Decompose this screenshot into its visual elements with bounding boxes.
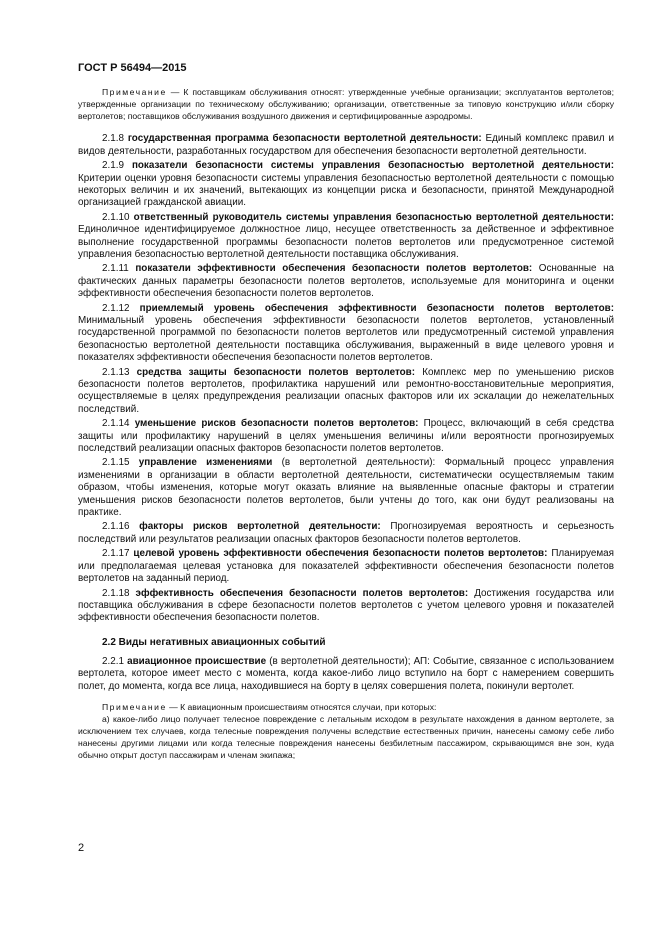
definition-2-1-16 xyxy=(78,521,614,546)
definition-text: Прогнозируемая вероятность и серьезность последствий или результатов реализации опасных факторов безопасности полетов вертолетов. xyxy=(78,521,615,545)
definition-term: показатели безопасности системы управления безопасностью вертолетной деятельности: xyxy=(131,160,614,172)
note-label: Примечание xyxy=(102,87,167,97)
definition-2-1-14 xyxy=(78,418,614,455)
definition-2-1-18 xyxy=(78,588,614,625)
definition-text: Критерии оценки уровня безопасности системы управления безопасностью вертолетной деятельности с помощью некоторых величин и их значений, вытекающих из концепции риска и безопасности, принятой Международной организацией гражданской авиации. xyxy=(78,172,614,209)
definition-2-1-10 xyxy=(78,212,614,262)
definition-2-1-13 xyxy=(78,367,614,417)
note-2 xyxy=(78,701,614,761)
definition-number: 2.1.16 xyxy=(102,521,130,533)
definition-2-1-17 xyxy=(78,548,614,585)
definition-text: Процесс, включающий в себя средства защиты или профилактику нарушений в целях уменьшения величины и/или вероятности прогнозируемых последствий реализации опасных факторов безопасности полетов вертолетов. xyxy=(78,418,614,455)
definition-number: 2.1.13 xyxy=(102,366,130,378)
definition-number: 2.1.18 xyxy=(102,587,130,599)
note-1 xyxy=(78,86,614,122)
definition-text: Минимальный уровень обеспечения эффективности безопасности полетов вертолетов, установленный государственной программой по безопасности полетов вертолетов или предусмотренный системой управления безопасностью вертолетной деятельности поставщика обслуживания, выраженный в виде целевого уровня и показателях эффективности обеспечения безопасности полетов вертолетов. xyxy=(78,314,614,364)
definition-term: уменьшение рисков безопасности полетов вертолетов: xyxy=(134,418,419,430)
definition-number: 2.1.8 xyxy=(102,133,124,145)
definition-number: 2.2.1 xyxy=(102,655,124,667)
definition-term: показатели эффективности обеспечения безопасности полетов вертолетов: xyxy=(135,263,533,275)
definition-2-1-15 xyxy=(78,457,614,519)
definition-term: государственная программа безопасности вертолетной деятельности: xyxy=(127,133,482,145)
definition-number: 2.1.10 xyxy=(102,211,130,223)
definition-number: 2.1.17 xyxy=(102,548,130,560)
definition-term: приемлемый уровень обеспечения эффективности безопасности полетов вертолетов: xyxy=(139,302,615,314)
definition-text: (в вертолетной деятельности); АП: Событие, связанное с использованием вертолета, которое имеет место с момента, когда какое-либо лицо вступило на борт с намерением совершить полет, до момента, когда все лица, находившиеся на борту в целях совершения полета, покинули вертолет. xyxy=(78,655,615,692)
definition-text: Основанные на фактических данных параметры безопасности полетов вертолетов, используемые для мониторинга и оценки эффективности обеспечения безопасности полетов вертолетов. xyxy=(78,263,615,300)
section-heading: 2.2 Виды негативных авиационных событий xyxy=(102,636,326,648)
definition-text: (в вертолетной деятельности): Формальный процесс управления изменениями в организации в области вертолетной деятельности, систематически осуществляемым таким образом, чтобы изменения, которые могут оказать влияние на выявленные опасные факторы и стратегии уменьшения рисков безопасности полетов вертолетов, были учтены до того, как они будут реализованы на практике. xyxy=(78,457,614,519)
note-label: Примечание xyxy=(102,701,167,712)
definitions-list xyxy=(78,133,614,624)
definition-term: управление изменениями xyxy=(138,457,273,469)
note-text: — К поставщикам обслуживания относят: утвержденные учебные организации; эксплуатантов вертолетов; утвержденные организации по техническому обслуживанию; организации, ответственные за типовую конструкцию и/или сборку вертолетов; поставщиков обслуживания воздушного движения и сертифицированные аэродромы. xyxy=(78,87,614,122)
definition-2-1-11 xyxy=(78,263,614,300)
definition-term: авиационное происшествие xyxy=(127,655,267,667)
definition-term: ответственный руководитель системы управления безопасностью вертолетной деятельности: xyxy=(133,211,614,223)
definition-2-1-8 xyxy=(78,133,614,158)
note-item-a: а) какое-либо лицо получает телесное повреждение с летальным исходом в результате нахождения в данном вертолете, за исключением тех случаев, когда телесные повреждения получены вследствие естественных причин, нанесены самому себе либо нанесены другими лицами или когда телесные повреждения нанесены безбилетным пассажиром, скрывающимся вне зон, куда обычно открыт доступ пассажирам и членам экипажа; xyxy=(78,714,614,761)
definition-text: Достижения государства или поставщика обслуживания в сфере безопасности полетов вертолетов с учетом целевого уровня и показателей эффективности обеспечения безопасности полетов. xyxy=(78,587,614,624)
definition-2-2-1 xyxy=(78,656,614,693)
definition-text: Планируемая или предполагаемая целевая установка для показателей эффективности обеспечения безопасности полетов вертолетов на заданный период. xyxy=(78,548,614,585)
page-number: 2 xyxy=(78,842,85,854)
document-header: ГОСТ Р 56494—2015 xyxy=(78,62,187,74)
definition-2-1-12 xyxy=(78,303,614,365)
definition-term: факторы рисков вертолетной деятельности: xyxy=(139,521,381,533)
definition-number: 2.1.11 xyxy=(102,263,129,275)
note-text: — К авиационным происшествиям относятся случаи, при которых: xyxy=(166,701,437,712)
definition-term: эффективность обеспечения безопасности полетов вертолетов: xyxy=(135,587,469,599)
definition-number: 2.1.15 xyxy=(102,457,130,469)
definition-number: 2.1.14 xyxy=(102,418,130,430)
definition-term: целевой уровень эффективности обеспечения безопасности полетов вертолетов: xyxy=(133,548,548,560)
definition-text: Единоличное идентифицируемое должностное лицо, несущее ответственность за действенное и эффективное выполнение государственной программы безопасности полетов вертолетов или предусмотренное системой управления безопасностью вертолетной деятельности поставщика обслуживания. xyxy=(78,224,614,260)
definition-number: 2.1.12 xyxy=(102,302,130,314)
definition-term: средства защиты безопасности полетов вертолетов: xyxy=(136,366,416,378)
page-content xyxy=(78,86,614,761)
definition-2-1-9 xyxy=(78,160,614,210)
definition-text: Единый комплекс правил и видов деятельности, разработанных государством для обеспечения безопасности вертолетной деятельности. xyxy=(78,133,614,157)
definition-number: 2.1.9 xyxy=(102,160,124,172)
definition-text: Комплекс мер по уменьшению рисков безопасности полетов вертолетов, профилактика нарушений или ремонтно-восстановительные мероприятия, осуществляемые в целях предупреждения реализации опасных факторов или их эскалации до нежелательных последствий. xyxy=(78,366,614,415)
